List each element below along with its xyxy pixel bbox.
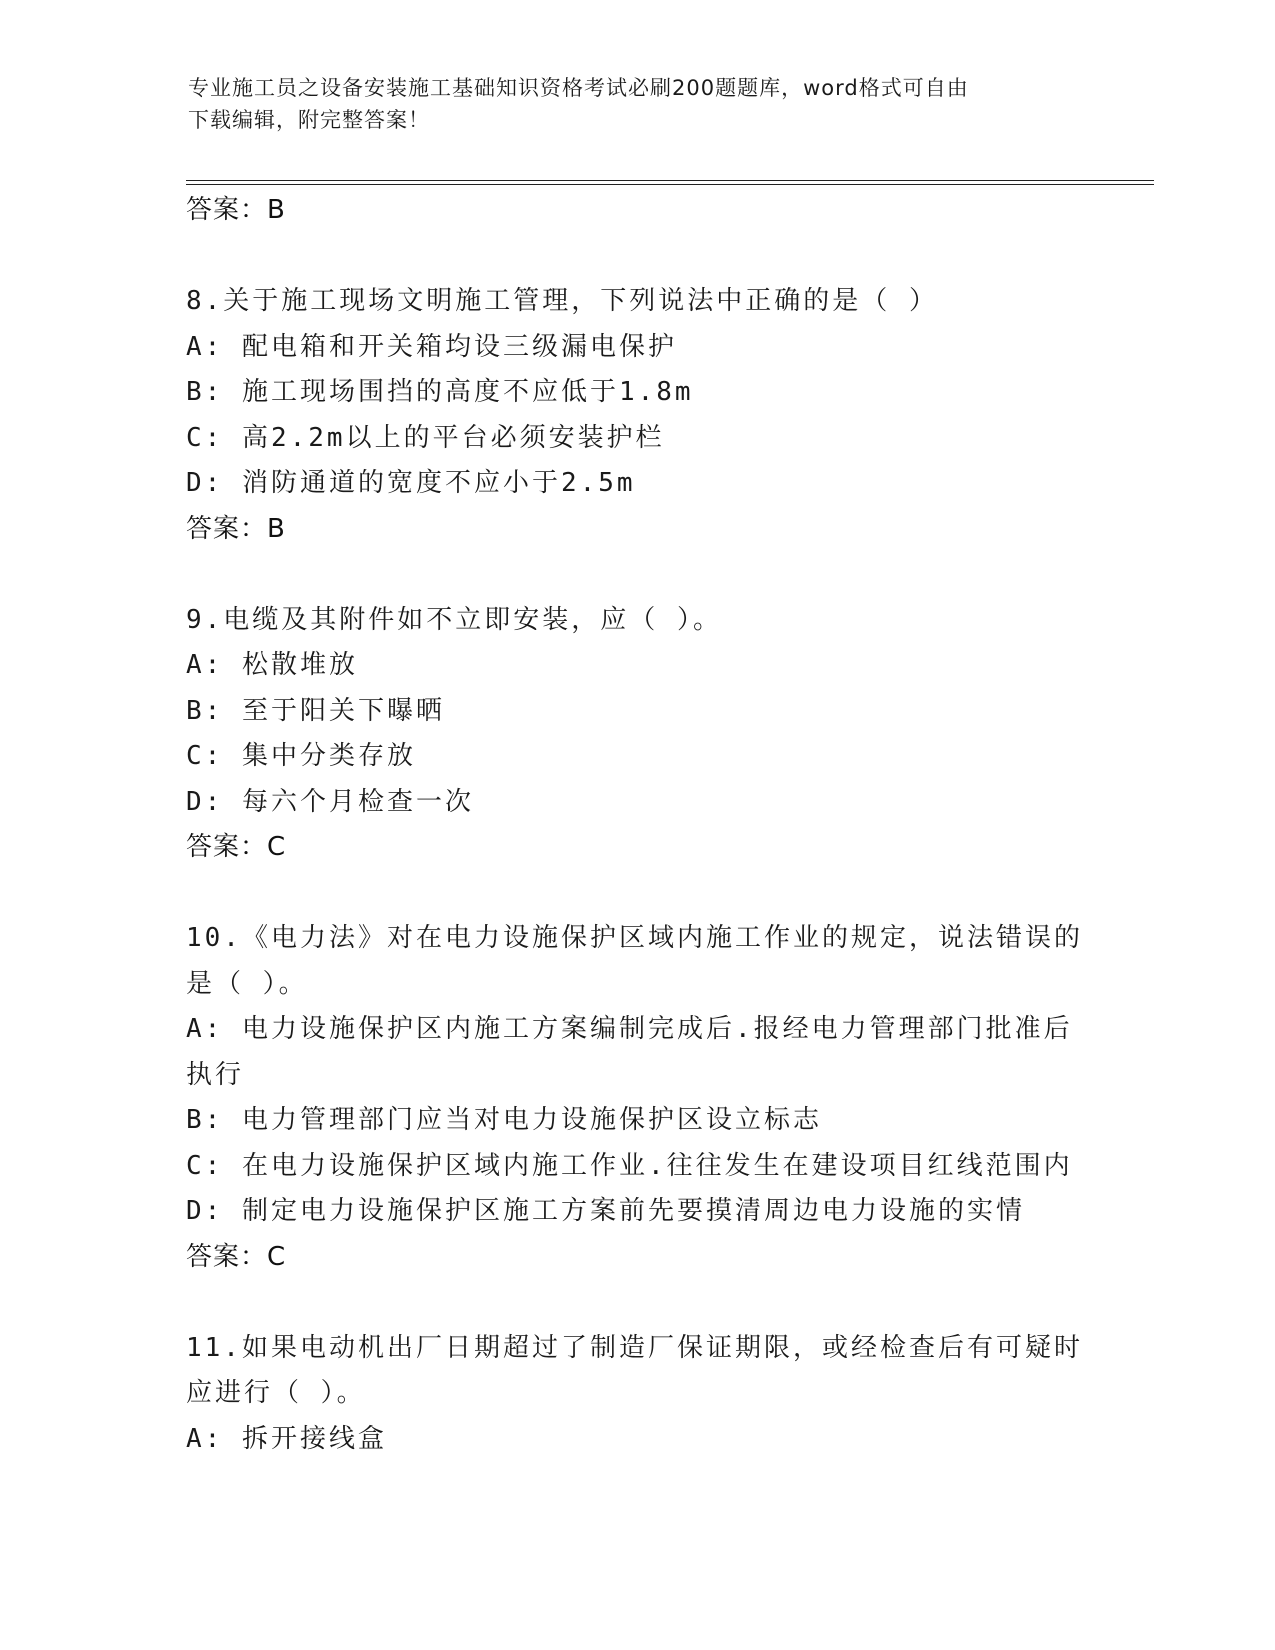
spacer: [186, 871, 1086, 917]
option-d: D: 制定电力设施保护区施工方案前先要摸清周边电力设施的实情: [186, 1196, 1025, 1226]
option-a: A: 松散堆放: [186, 650, 358, 680]
spacer: [186, 234, 1086, 280]
option-b: B: 至于阳关下曝晒: [186, 695, 445, 726]
spacer: [186, 1280, 1086, 1326]
option-d: D: 每六个月检查一次: [186, 786, 474, 817]
answer: 答案：B: [186, 513, 286, 544]
option-c: C: 集中分类存放: [186, 741, 416, 771]
document-header: [188, 72, 1088, 136]
answer: 答案：C: [186, 1241, 287, 1272]
spacer: [186, 552, 1086, 598]
header-rule-top: [186, 180, 1154, 181]
header-rule-bottom: [186, 184, 1154, 185]
question-stem: 9.电缆及其附件如不立即安装，应（ ）。: [186, 604, 722, 635]
option-b: B: 电力管理部门应当对电力设施保护区设立标志: [186, 1105, 822, 1135]
option-c: C: 高2.2m以上的平台必须安装护栏: [186, 422, 665, 453]
question-10: [186, 916, 1086, 1280]
option-a: A: 配电箱和开关箱均设三级漏电保护: [186, 331, 677, 362]
option-b: B: 施工现场围挡的高度不应低于1.8m: [186, 377, 694, 407]
previous-answer: 答案：B: [186, 195, 286, 225]
option-a-line-1: A: 电力设施保护区内施工方案编制完成后.报经电力管理部门批准后: [186, 1014, 1073, 1044]
option-a-line-2: 执行: [186, 1059, 245, 1090]
header-line-2: 下载编辑，附完整答案！: [188, 108, 430, 132]
question-9: [186, 598, 1086, 871]
question-stem: 8.关于施工现场文明施工管理，下列说法中正确的是（ ）: [186, 286, 938, 316]
header-line-1: 专业施工员之设备安装施工基础知识资格考试必刷200题题库，word格式可自由: [188, 76, 969, 100]
question-stem-line-1: 11.如果电动机出厂日期超过了制造厂保证期限，或经检查后有可疑时: [186, 1332, 1083, 1363]
question-list: [186, 188, 1086, 1462]
question-stem-line-2: 是（ ）。: [186, 968, 308, 999]
question-stem-line-2: 应进行（ ）。: [186, 1378, 366, 1408]
answer: 答案：C: [186, 832, 287, 862]
question-8: [186, 279, 1086, 552]
option-c: C: 在电力设施保护区域内施工作业.往往发生在建设项目红线范围内: [186, 1150, 1073, 1181]
question-11: [186, 1326, 1086, 1463]
option-d: D: 消防通道的宽度不应小于2.5m: [186, 468, 636, 498]
question-stem-line-1: 10.《电力法》对在电力设施保护区域内施工作业的规定，说法错误的: [186, 923, 1083, 953]
option-a: A: 拆开接线盒: [186, 1423, 387, 1454]
